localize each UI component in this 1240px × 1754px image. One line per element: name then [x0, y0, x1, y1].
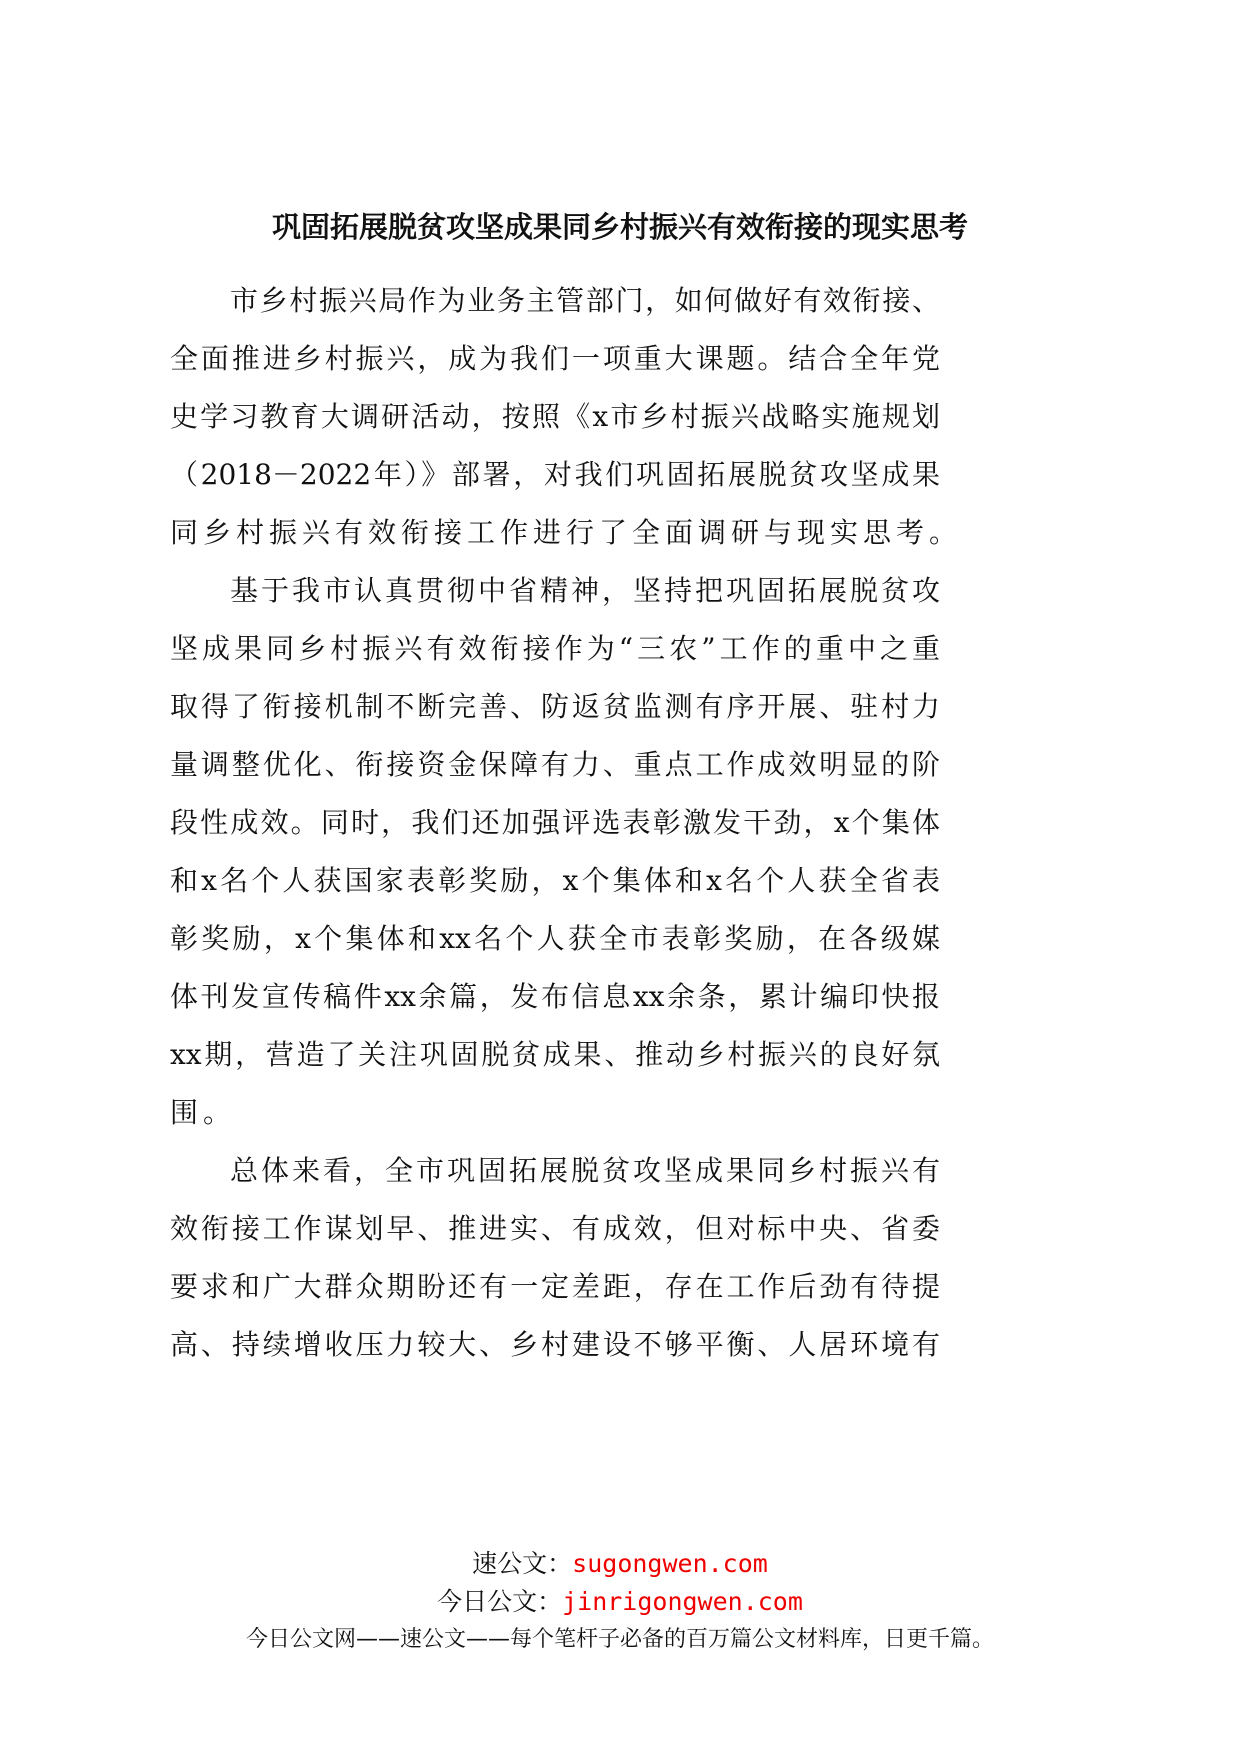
footer-label: 今日公文： [437, 1587, 563, 1616]
paragraph [170, 562, 940, 1142]
text-line: 量调整优化、衔接资金保障有力、重点工作成效明显的阶 [170, 748, 940, 781]
text-line: 史学习教育大调研活动，按照《x市乡村振兴战略实施规划 [170, 400, 940, 433]
footer-label: 速公文： [472, 1549, 573, 1578]
text-line: 取得了衔接机制不断完善、防返贫监测有序开展、驻村力 [170, 690, 940, 723]
text-line: 同乡村振兴有效衔接工作进行了全面调研与现实思考。 [170, 516, 963, 549]
footer-link-jinrigongwen[interactable]: jinrigongwen.com [562, 1587, 803, 1616]
text-line: 效衔接工作谋划早、推进实、有成效，但对标中央、省委 [170, 1212, 940, 1245]
text-line: 体刊发宣传稿件xx余篇，发布信息xx余条，累计编印快报 [170, 980, 940, 1013]
text-line: 基于我市认真贯彻中省精神，坚持把巩固拓展脱贫攻 [230, 574, 940, 607]
text-line: 总体来看，全市巩固拓展脱贫攻坚成果同乡村振兴有 [230, 1154, 940, 1187]
footer-jinrigongwen [0, 1582, 1240, 1618]
document-title: 巩固拓展脱贫攻坚成果同乡村振兴有效衔接的现实思考 [271, 210, 968, 244]
text-line: 市乡村振兴局作为业务主管部门，如何做好有效衔接、 [230, 284, 940, 317]
text-line: 要求和广大群众期盼还有一定差距，存在工作后劲有待提 [170, 1270, 940, 1303]
text-line: 全面推进乡村振兴，成为我们一项重大课题。结合全年党 [170, 342, 940, 375]
text-line: （2018－2022年）》部署，对我们巩固拓展脱贫攻坚成果 [170, 458, 940, 491]
footer-link-sugongwen[interactable]: sugongwen.com [572, 1549, 768, 1578]
text-line: 段性成效。同时，我们还加强评选表彰激发干劲，x个集体 [170, 806, 940, 839]
paragraph [170, 272, 963, 562]
text-line: 坚成果同乡村振兴有效衔接作为“三农”工作的重中之重 [170, 632, 940, 665]
text-line: 围。 [170, 1096, 237, 1129]
paragraph [170, 1142, 940, 1374]
document-body [170, 272, 963, 1374]
text-line: 彰奖励，x个集体和xx名个人获全市表彰奖励，在各级媒 [170, 922, 940, 955]
text-line: 高、持续增收压力较大、乡村建设不够平衡、人居环境有 [170, 1328, 940, 1361]
text-line: 和x名个人获国家表彰奖励，x个集体和x名个人获全省表 [170, 864, 940, 897]
text-line: xx期，营造了关注巩固脱贫成果、推动乡村振兴的良好氛 [170, 1038, 940, 1071]
footer-sugongwen [0, 1544, 1240, 1580]
footer-slogan: 今日公文网——速公文——每个笔杆子必备的百万篇公文材料库，日更千篇。 [245, 1627, 994, 1652]
